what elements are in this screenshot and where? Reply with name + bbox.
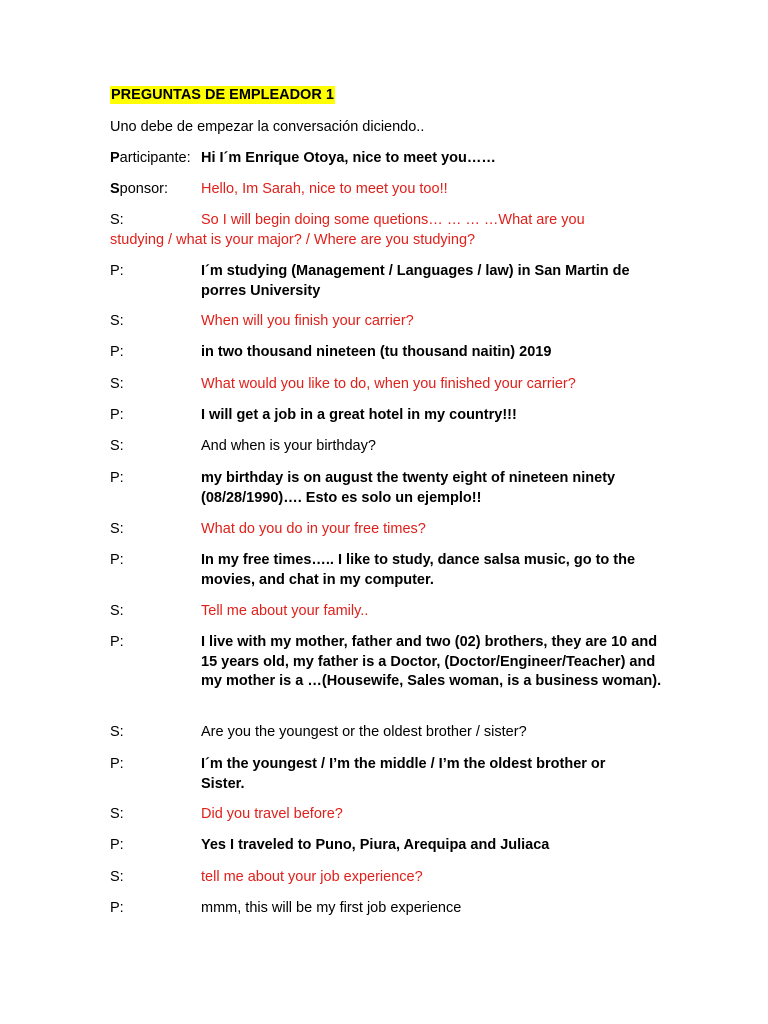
dialogue-text: What do you do in your free times? [201, 521, 426, 537]
dialogue-text: I will get a job in a great hotel in my country!!! [201, 407, 517, 423]
speaker-label: S: [110, 313, 124, 329]
dialogue-line [110, 211, 600, 250]
speaker-label: P: [110, 900, 124, 916]
dialogue-text: I´m the youngest / I’m the middle / I’m the oldest brother or Sister. [201, 756, 606, 792]
dialogue-line [110, 180, 670, 200]
speaker-label: P: [110, 837, 124, 853]
dialogue-line [110, 262, 650, 301]
dialogue-line [110, 899, 670, 919]
dialogue-text: I´m studying (Management / Languages / law) in San Martin de porres University [201, 263, 630, 299]
speaker-label: P: [110, 756, 124, 772]
dialogue-text: And when is your birthday? [201, 438, 376, 454]
dialogue-text: Are you the youngest or the oldest brother / sister? [201, 724, 527, 740]
speaker-label: S: [110, 724, 124, 740]
page-title: PREGUNTAS DE EMPLEADOR 1 [111, 87, 334, 103]
dialogue-text: mmm, this will be my first job experience [201, 900, 462, 916]
dialogue-text: In my free times….. I like to study, dance salsa music, go to the movies, and chat in my computer. [201, 552, 636, 588]
dialogue-text: in two thousand nineteen (tu thousand naitin) 2019 [201, 344, 552, 360]
speaker-label: S: [110, 438, 124, 454]
dialogue-line [110, 723, 670, 743]
speaker-label: S: [110, 376, 124, 392]
dialogue-line [110, 437, 670, 457]
intro-text: Uno debe de empezar la conversación diciendo.. [110, 119, 425, 135]
speaker-label: S: [110, 603, 124, 619]
dialogue-line [110, 755, 650, 794]
dialogue-line [110, 602, 670, 622]
dialogue-text: Tell me about your family.. [201, 603, 369, 619]
dialogue-text: I live with my mother, father and two (02) brothers, they are 10 and 15 years old, my father is a Doctor, (Doctor/Engineer/Teacher) and my mother is a …(Housewife, Sales woman, is a business woman). [201, 634, 662, 689]
dialogue-text: What would you like to do, when you finished your carrier? [201, 376, 576, 392]
speaker-label: S: [110, 806, 124, 822]
dialogue-line [110, 469, 665, 508]
dialogue-text: When will you finish your carrier? [201, 313, 414, 329]
dialogue-line [110, 375, 670, 395]
speaker-label: P: [110, 470, 124, 486]
dialogue-text: Hi I´m Enrique Otoya, nice to meet you…… [201, 150, 496, 166]
dialogue-line [110, 520, 670, 540]
speaker-label: P: [110, 407, 124, 423]
speaker-label: S: [110, 521, 124, 537]
dialogue-line [110, 551, 655, 590]
speaker-label: S: [110, 212, 124, 228]
dialogue-text: Hello, Im Sarah, nice to meet you too!! [201, 181, 448, 197]
speaker-label: P: [110, 263, 124, 279]
dialogue-text: tell me about your job experience? [201, 869, 423, 885]
dialogue-line [110, 312, 670, 332]
speaker-label: Sponsor: [110, 181, 169, 197]
speaker-label: P: [110, 634, 124, 650]
dialogue-line [110, 149, 670, 169]
dialogue-line [110, 836, 670, 856]
speaker-label: Participante: [110, 150, 191, 166]
speaker-label: S: [110, 869, 124, 885]
dialogue-text: Did you travel before? [201, 806, 343, 822]
dialogue-line [110, 633, 670, 692]
dialogue-text: my birthday is on august the twenty eight of nineteen ninety (08/28/1990)…. Esto es solo un ejemplo!! [201, 470, 616, 506]
dialogue-line [110, 343, 670, 363]
speaker-label: P: [110, 552, 124, 568]
dialogue-line [110, 805, 670, 825]
dialogue-line [110, 406, 670, 426]
speaker-label: P: [110, 344, 124, 360]
dialogue-text: So I will begin doing some quetions… … … …What are you studying / what is your major? / Where are you studying? [110, 212, 585, 248]
dialogue-line [110, 868, 670, 888]
dialogue-text: Yes I traveled to Puno, Piura, Arequipa and Juliaca [201, 837, 550, 853]
